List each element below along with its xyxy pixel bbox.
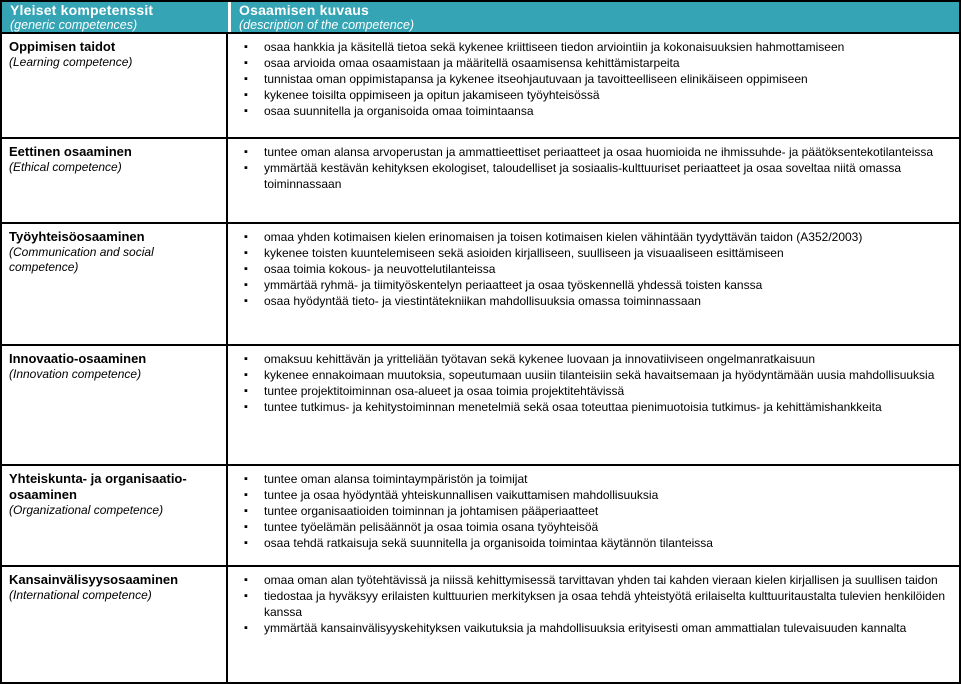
bullet-item bbox=[243, 55, 949, 71]
bullet-text: osaa hyödyntää tieto- ja viestintätekniikan mahdollisuuksia omassa toiminnassaan bbox=[264, 294, 701, 308]
bullet-text: osaa suunnitella ja organisoida omaa toimintaansa bbox=[264, 104, 534, 118]
bullet-item bbox=[243, 519, 949, 535]
competence-name-cell bbox=[2, 466, 228, 565]
bullet-text: tuntee ja osaa hyödyntää yhteiskunnallisen vaikuttamisen mahdollisuuksia bbox=[264, 488, 659, 502]
bullet-item bbox=[243, 471, 949, 487]
bullet-item bbox=[243, 535, 949, 551]
competence-name-cell bbox=[2, 346, 228, 464]
bullet-item bbox=[243, 503, 949, 519]
bullet-text: omaa oman alan työtehtävissä ja niissä kehittymisessä tarvittavan yhden tai kahden vieraan kielen kirjallisen ja suullisen taidon bbox=[264, 573, 938, 587]
bullet-item bbox=[243, 293, 949, 309]
bullet-item bbox=[243, 103, 949, 119]
competence-subtitle: (Ethical competence) bbox=[9, 160, 122, 174]
competence-subtitle: (Innovation competence) bbox=[9, 367, 142, 381]
competence-description-cell bbox=[228, 139, 959, 222]
competence-description-cell bbox=[228, 567, 959, 682]
header-col1-title: Yleiset kompetenssit bbox=[10, 2, 154, 18]
table-row-organizational-competence bbox=[2, 466, 959, 567]
bullet-square-icon: ▪ bbox=[244, 295, 248, 307]
bullet-square-icon: ▪ bbox=[244, 521, 248, 533]
bullet-item bbox=[243, 487, 949, 503]
bullet-text: osaa arvioida omaa osaamistaan ja määritellä osaamisensa kehittämistarpeita bbox=[264, 56, 680, 70]
table-row-learning-competence bbox=[2, 34, 959, 139]
competence-description-cell bbox=[228, 346, 959, 464]
bullet-square-icon: ▪ bbox=[244, 353, 248, 365]
competence-title: Innovaatio-osaaminen bbox=[9, 351, 147, 366]
competence-title: Eettinen osaaminen bbox=[9, 144, 132, 159]
bullet-item bbox=[243, 87, 949, 103]
competence-name-cell bbox=[2, 567, 228, 682]
bullet-text: tuntee oman alansa toimintaympäristön ja toimijat bbox=[264, 472, 528, 486]
bullet-text: ymmärtää kestävän kehityksen ekologiset, taloudelliset ja sosiaalis-kulttuuriset periaatteet ja osaa soveltaa niitä omassa toiminnassaan bbox=[264, 161, 901, 191]
bullet-text: tuntee projektitoiminnan osa-alueet ja osaa toimia projektitehtävissä bbox=[264, 384, 625, 398]
bullet-square-icon: ▪ bbox=[244, 41, 248, 53]
bullet-item bbox=[243, 383, 949, 399]
header-col2-subtitle: (description of the competence) bbox=[239, 18, 415, 32]
bullet-text: osaa tehdä ratkaisuja sekä suunnitella ja organisoida toimintaa käytännön tilanteissa bbox=[264, 536, 713, 550]
bullet-square-icon: ▪ bbox=[244, 622, 248, 634]
table-row-innovation-competence bbox=[2, 346, 959, 466]
competence-title: Kansainvälisyysosaaminen bbox=[9, 572, 179, 587]
bullet-square-icon: ▪ bbox=[244, 369, 248, 381]
bullet-item bbox=[243, 620, 949, 636]
bullet-text: tuntee työelämän pelisäännöt ja osaa toimia osana työyhteisöä bbox=[264, 520, 599, 534]
bullet-square-icon: ▪ bbox=[244, 57, 248, 69]
bullet-square-icon: ▪ bbox=[244, 279, 248, 291]
header-cell-generic-competences bbox=[2, 2, 228, 32]
competence-subtitle: (Communication and social competence) bbox=[9, 245, 154, 274]
competence-name-cell bbox=[2, 34, 228, 137]
bullet-text: ymmärtää kansainvälisyyskehityksen vaikutuksia ja mahdollisuuksia erityisesti oman ammattialan tulevaisuuden kannalta bbox=[264, 621, 907, 635]
bullet-item bbox=[243, 261, 949, 277]
bullet-square-icon: ▪ bbox=[244, 263, 248, 275]
bullet-square-icon: ▪ bbox=[244, 247, 248, 259]
bullet-square-icon: ▪ bbox=[244, 89, 248, 101]
bullet-item bbox=[243, 229, 949, 245]
bullet-item bbox=[243, 277, 949, 293]
bullet-square-icon: ▪ bbox=[244, 231, 248, 243]
bullet-text: tunnistaa oman oppimistapansa ja kykenee itseohjautuvaan ja tavoitteelliseen elinikäiseen oppimiseen bbox=[264, 72, 808, 86]
competence-subtitle: (International competence) bbox=[9, 588, 152, 602]
bullet-square-icon: ▪ bbox=[244, 505, 248, 517]
bullet-item bbox=[243, 39, 949, 55]
bullet-text: tiedostaa ja hyväksyy erilaisten kulttuurien merkityksen ja osaa tehdä yhteistyötä erilaiselta kulttuuritaustalta tulevien henkilöiden kanssa bbox=[264, 589, 946, 619]
bullet-text: kykenee ennakoimaan muutoksia, sopeutumaan uusiin tilanteisiin sekä havaitsemaan ja hyödyntämään uusia mahdollisuuksia bbox=[264, 368, 935, 382]
competence-title: Oppimisen taidot bbox=[9, 39, 116, 54]
bullet-item bbox=[243, 399, 949, 415]
bullet-square-icon: ▪ bbox=[244, 590, 248, 602]
header-cell-competence-description bbox=[231, 2, 959, 32]
table-row-communication-social-competence bbox=[2, 224, 959, 346]
competence-title: Yhteiskunta- ja organisaatio-osaaminen bbox=[9, 471, 187, 502]
competence-subtitle: (Learning competence) bbox=[9, 55, 133, 69]
bullet-text: tuntee oman alansa arvoperustan ja ammattieettiset periaatteet ja osaa huomioida ne ihmissuhde- ja päätöksentekotilanteissa bbox=[264, 145, 934, 159]
table-row-ethical-competence bbox=[2, 139, 959, 224]
bullet-square-icon: ▪ bbox=[244, 473, 248, 485]
bullet-text: ymmärtää ryhmä- ja tiimityöskentelyn periaatteet ja osaa työskennellä yhdessä toisten kanssa bbox=[264, 278, 763, 292]
bullet-item bbox=[243, 572, 949, 588]
bullet-square-icon: ▪ bbox=[244, 73, 248, 85]
competence-title: Työyhteisöosaaminen bbox=[9, 229, 145, 244]
table-header-row bbox=[2, 2, 959, 34]
header-col1-subtitle: (generic competences) bbox=[10, 18, 138, 32]
competence-subtitle: (Organizational competence) bbox=[9, 503, 164, 517]
bullet-square-icon: ▪ bbox=[244, 574, 248, 586]
bullet-square-icon: ▪ bbox=[244, 401, 248, 413]
bullet-text: kykenee toisten kuuntelemiseen sekä asioiden kirjalliseen, suulliseen ja visuaaliseen esittämiseen bbox=[264, 246, 784, 260]
bullet-square-icon: ▪ bbox=[244, 537, 248, 549]
competence-description-cell bbox=[228, 34, 959, 137]
bullet-item bbox=[243, 144, 949, 160]
competence-name-cell bbox=[2, 224, 228, 344]
competence-description-cell bbox=[228, 224, 959, 344]
bullet-square-icon: ▪ bbox=[244, 162, 248, 174]
bullet-item bbox=[243, 71, 949, 87]
bullet-text: omaa yhden kotimaisen kielen erinomaisen ja toisen kotimaisen kielen vähintään tyydyttävän taidon (A352/2003) bbox=[264, 230, 863, 244]
table-row-international-competence bbox=[2, 567, 959, 682]
bullet-square-icon: ▪ bbox=[244, 385, 248, 397]
bullet-item bbox=[243, 351, 949, 367]
bullet-square-icon: ▪ bbox=[244, 489, 248, 501]
bullet-item bbox=[243, 367, 949, 383]
bullet-text: kykenee toisilta oppimiseen ja opitun jakamiseen työyhteisössä bbox=[264, 88, 600, 102]
bullet-item bbox=[243, 245, 949, 261]
bullet-text: omaksuu kehittävän ja yritteliään työtavan sekä kykenee luovaan ja innovatiiviseen ongelmanratkaisuun bbox=[264, 352, 815, 366]
bullet-square-icon: ▪ bbox=[244, 146, 248, 158]
bullet-text: osaa toimia kokous- ja neuvottelutilanteissa bbox=[264, 262, 496, 276]
competence-name-cell bbox=[2, 139, 228, 222]
competence-description-cell bbox=[228, 466, 959, 565]
header-col2-title: Osaamisen kuvaus bbox=[239, 2, 370, 18]
bullet-item bbox=[243, 588, 949, 620]
bullet-square-icon: ▪ bbox=[244, 105, 248, 117]
bullet-text: tuntee organisaatioiden toiminnan ja johtamisen pääperiaatteet bbox=[264, 504, 599, 518]
bullet-text: osaa hankkia ja käsitellä tietoa sekä kykenee kriittiseen tiedon arviointiin ja kokonaisuuksien hahmottamiseen bbox=[264, 40, 845, 54]
bullet-item bbox=[243, 160, 949, 192]
bullet-text: tuntee tutkimus- ja kehitystoiminnan menetelmiä sekä osaa toteuttaa pienimuotoisia tutkimus- ja kehittämishankkeita bbox=[264, 400, 882, 414]
